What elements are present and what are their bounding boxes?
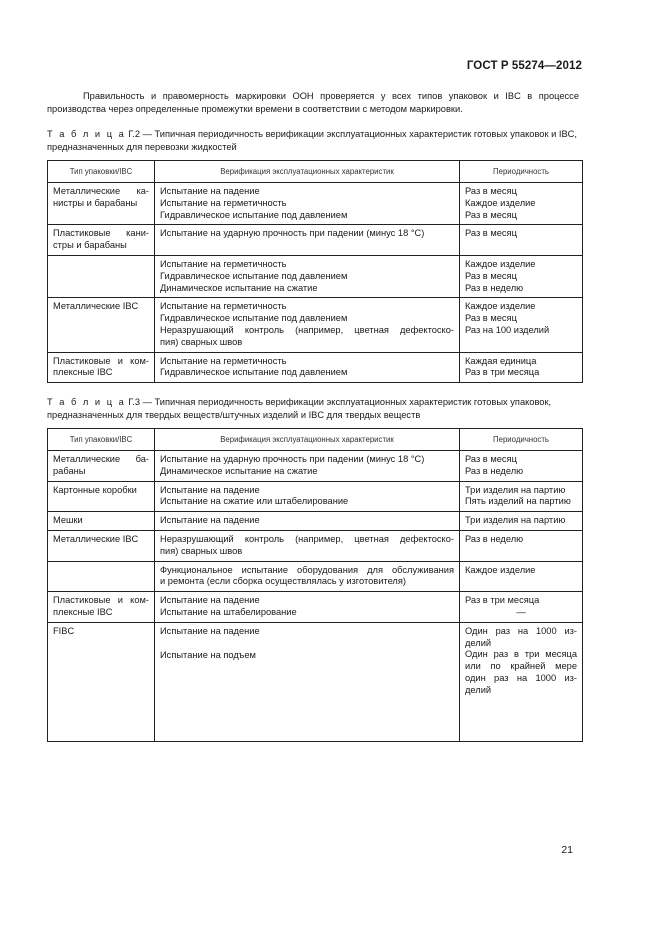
cell-type: FIBC <box>48 622 155 741</box>
table-row <box>48 622 583 741</box>
intro-paragraph: Правильность и правомерность маркировки ООН проверяется у всех типов упаковок и IBC в процессе производства через определенные промежутки времени в соответствии с методом маркировки. <box>47 91 579 114</box>
cell-type: Пластиковые и ком- плексные IBC <box>48 352 155 383</box>
cell-frequency: Три изделия на партию <box>460 512 583 531</box>
table-g2-header-frequency: Периодичность <box>460 161 583 183</box>
cell-frequency: Три изделия на партию Пять изделий на партию <box>460 481 583 512</box>
cell-type: Пластиковые и ком- плексные IBC <box>48 592 155 623</box>
cell-frequency: Раз в неделю <box>460 530 583 561</box>
standard-code: ГОСТ Р 55274—2012 <box>466 60 582 72</box>
cell-frequency: Раз в месяц Раз в неделю <box>460 451 583 482</box>
table-g2-caption-label: Т а б л и ц а <box>47 129 126 139</box>
table-row <box>48 592 583 623</box>
cell-type-empty <box>48 255 155 297</box>
cell-tests: Испытание на падение <box>155 512 460 531</box>
cell-tests: Испытание на ударную прочность при падении (минус 18 °С) Динамическое испытание на сжатие <box>155 451 460 482</box>
table-g3-caption-text: Г.3 — Типичная периодичность верификации эксплуатационных характеристик готовых упаковок, предназначенных для твердых веществ/штучных изделий и IBC для твердых веществ <box>47 397 552 420</box>
page-number: 21 <box>561 844 573 856</box>
table-g2-header-type: Тип упаковки/IBC <box>48 161 155 183</box>
table-row <box>48 481 583 512</box>
cell-type: Металлические IBC <box>48 530 155 561</box>
table-row <box>48 561 583 592</box>
table-row <box>48 298 583 352</box>
cell-tests: Испытание на герметичность Гидравлическое испытание под давлением <box>155 352 460 383</box>
cell-tests: Испытание на падение Испытание на подъем <box>155 622 460 741</box>
table-g3-header-verification: Верификация эксплуатационных характеристик <box>155 429 460 451</box>
table-g2-header-verification: Верификация эксплуатационных характеристик <box>155 161 460 183</box>
table-row <box>48 530 583 561</box>
cell-tests: Испытание на герметичность Гидравлическое испытание под давлением Неразрушающий контроль (например, цветная дефектоско- пия) сварных швов <box>155 298 460 352</box>
table-g3 <box>47 428 583 742</box>
cell-frequency: Каждое изделие Раз в месяц Раз на 100 изделий <box>460 298 583 352</box>
cell-type-empty <box>48 561 155 592</box>
table-g2-caption <box>47 128 581 153</box>
cell-tests: Функциональное испытание оборудования для обслуживания и ремонта (если сборка осуществлялась у изготовителя) <box>155 561 460 592</box>
cell-tests: Неразрушающий контроль (например, цветная дефектоско- пия) сварных швов <box>155 530 460 561</box>
table-row <box>48 255 583 297</box>
cell-frequency: Каждое изделие <box>460 561 583 592</box>
table-g2-caption-text: Г.2 — Типичная периодичность верификации эксплуатационных характеристик готовых упаковок и IBC, предназначенных для перевозки жидкостей <box>47 129 577 152</box>
table-row <box>48 225 583 256</box>
cell-tests: Испытание на падение Испытание на герметичность Гидравлическое испытание под давлением <box>155 183 460 225</box>
table-row <box>48 352 583 383</box>
cell-type: Металлические IBC <box>48 298 155 352</box>
cell-tests: Испытание на ударную прочность при падении (минус 18 °С) <box>155 225 460 256</box>
table-g3-header-frequency: Периодичность <box>460 429 583 451</box>
cell-type: Картонные коробки <box>48 481 155 512</box>
table-g3-caption <box>47 396 581 421</box>
table-row <box>48 183 583 225</box>
cell-tests: Испытание на падение Испытание на штабелирование <box>155 592 460 623</box>
cell-type: Металлические ка- нистры и барабаны <box>48 183 155 225</box>
table-g3-caption-label: Т а б л и ц а <box>47 397 126 407</box>
table-g3-header-type: Тип упаковки/IBC <box>48 429 155 451</box>
cell-frequency: Каждая единица Раз в три месяца <box>460 352 583 383</box>
cell-tests: Испытание на герметичность Гидравлическое испытание под давлением Динамическое испытание на сжатие <box>155 255 460 297</box>
cell-type: Мешки <box>48 512 155 531</box>
cell-type: Металлические ба- рабаны <box>48 451 155 482</box>
cell-frequency: Каждое изделие Раз в месяц Раз в неделю <box>460 255 583 297</box>
cell-frequency: Раз в три месяца — <box>460 592 583 623</box>
cell-frequency: Один раз на 1000 из- делий Один раз в три месяца или по крайней мере один раз на 1000 из- делий <box>460 622 583 741</box>
cell-frequency: Раз в месяц <box>460 225 583 256</box>
cell-type: Пластиковые кани- стры и барабаны <box>48 225 155 256</box>
table-row <box>48 451 583 482</box>
cell-tests: Испытание на падение Испытание на сжатие или штабелирование <box>155 481 460 512</box>
table-g2 <box>47 160 583 383</box>
cell-frequency: Раз в месяц Каждое изделие Раз в месяц <box>460 183 583 225</box>
table-row <box>48 512 583 531</box>
